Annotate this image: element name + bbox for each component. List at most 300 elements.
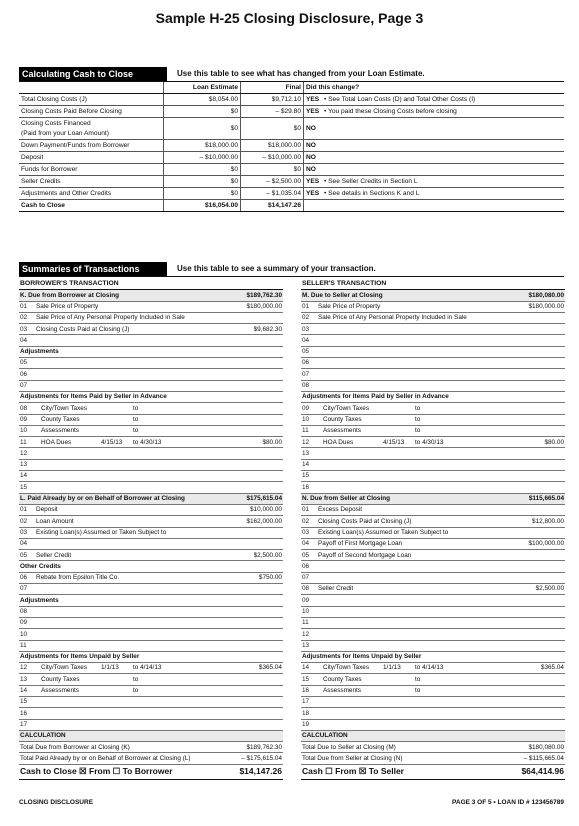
line-number: 07 — [19, 584, 35, 595]
line-amount: $2,500.00 — [509, 584, 565, 595]
line-label: Total Due from Seller at Closing (N) — [301, 753, 509, 764]
cash-table-row — [19, 118, 564, 140]
cash-to-close-line — [301, 764, 565, 779]
period-to: to 4/14/13 — [415, 664, 444, 672]
line-item — [19, 663, 283, 674]
line-description — [317, 538, 509, 549]
line-item — [19, 584, 283, 595]
line-label: K. Due from Borrower at Closing — [19, 290, 227, 301]
line-number: 03 — [19, 527, 35, 538]
line-amount: $180,080.00 — [509, 290, 565, 301]
line-item — [19, 403, 283, 414]
line-item — [301, 685, 565, 696]
period-to: to — [133, 427, 139, 435]
period-from: 1/1/13 — [101, 664, 119, 672]
line-description — [317, 448, 509, 459]
change-explanation: • See Seller Credits in Section L — [322, 176, 564, 188]
line-item — [301, 482, 565, 493]
changed-flag: NO — [304, 164, 323, 176]
line-item — [19, 312, 283, 323]
line-label: Payoff of First Mortgage Loan — [318, 540, 403, 548]
line-description — [35, 674, 227, 685]
summaries-note: Use this table to see a summary of your transaction. — [177, 264, 376, 273]
subsection-heading — [19, 346, 283, 357]
line-description — [35, 414, 227, 425]
line-number: 17 — [19, 719, 35, 730]
line-amount: $9,682.30 — [227, 324, 283, 335]
line-number: 04 — [301, 335, 317, 346]
line-amount — [227, 708, 283, 719]
line-label: Existing Loan(s) Assumed or Taken Subject to — [36, 528, 167, 536]
line-number: 09 — [19, 617, 35, 628]
line-item — [301, 358, 565, 369]
changed-flag: NO — [304, 140, 323, 152]
line-number: 05 — [19, 550, 35, 561]
line-item — [19, 335, 283, 346]
line-number: 09 — [19, 414, 35, 425]
line-label: County Taxes — [41, 415, 80, 423]
header-changed: Did this change? — [304, 82, 565, 94]
line-description — [35, 335, 227, 346]
line-description — [317, 504, 509, 515]
total-explanation — [322, 200, 564, 212]
line-description — [35, 572, 227, 583]
line-number: 10 — [19, 629, 35, 640]
line-number: 11 — [301, 425, 317, 436]
period-to: to — [133, 687, 139, 695]
line-item — [19, 617, 283, 628]
line-amount — [509, 629, 565, 640]
line-amount — [509, 346, 565, 357]
line-amount: $80.00 — [509, 437, 565, 448]
subsection-label: Adjustments — [19, 346, 283, 357]
calculation-line — [19, 753, 283, 764]
line-item — [19, 324, 283, 335]
line-description — [35, 719, 227, 730]
line-amount: $189,762.30 — [227, 742, 283, 753]
line-amount — [509, 358, 565, 369]
subsection-heading — [19, 651, 283, 662]
line-item — [19, 448, 283, 459]
line-description — [35, 685, 227, 696]
line-number: 02 — [301, 516, 317, 527]
seller-transaction-title-row — [301, 279, 565, 290]
line-label: Cash to Close ☒ From ☐ To Borrower — [19, 764, 227, 779]
line-item — [19, 301, 283, 312]
period-to: to — [133, 415, 139, 423]
line-item — [19, 606, 283, 617]
line-number: 13 — [301, 640, 317, 651]
line-number: 10 — [19, 425, 35, 436]
line-item — [301, 437, 565, 448]
line-amount — [509, 448, 565, 459]
line-label: Total Due from Borrower at Closing (K) — [19, 742, 227, 753]
borrower-transaction — [19, 279, 283, 780]
line-label: Seller Credit — [318, 585, 354, 593]
line-item — [19, 414, 283, 425]
line-description — [317, 346, 509, 357]
line-amount — [509, 730, 565, 741]
line-number: 06 — [19, 572, 35, 583]
line-description — [35, 448, 227, 459]
line-description — [317, 640, 509, 651]
period-to: to — [415, 415, 421, 423]
line-number: 01 — [301, 301, 317, 312]
line-amount — [509, 369, 565, 380]
cash-table-row — [19, 188, 564, 200]
line-number: 13 — [19, 674, 35, 685]
line-description — [35, 482, 227, 493]
line-label: Sale Price of Any Personal Property Included in Sale — [36, 314, 185, 322]
line-description — [35, 516, 227, 527]
line-item — [301, 538, 565, 549]
line-amount — [509, 640, 565, 651]
line-item — [19, 527, 283, 538]
line-number: 08 — [19, 403, 35, 414]
line-item — [301, 696, 565, 707]
final-value: – $2,500.00 — [241, 176, 304, 188]
line-item — [301, 550, 565, 561]
line-item — [301, 312, 565, 323]
line-description — [317, 708, 509, 719]
line-item — [301, 516, 565, 527]
line-number: 07 — [301, 369, 317, 380]
line-amount — [509, 380, 565, 391]
line-description — [35, 606, 227, 617]
footer-page-loan-id: PAGE 3 OF 5 • LOAN ID # 123456789 — [452, 799, 564, 806]
line-amount — [509, 335, 565, 346]
changed-flag: YES — [304, 188, 323, 200]
final-value: – $1,035.04 — [241, 188, 304, 200]
period-to: to — [133, 675, 139, 683]
line-description — [35, 369, 227, 380]
line-number: 08 — [19, 606, 35, 617]
row-label-text: Funds for Borrower — [21, 165, 78, 173]
line-item — [301, 595, 565, 606]
line-description — [317, 425, 509, 436]
line-amount — [227, 629, 283, 640]
row-label-text: Down Payment/Funds from Borrower — [21, 141, 130, 149]
subsection-label: Adjustments for Items Paid by Seller in Advance — [301, 391, 565, 402]
cash-to-close-note: Use this table to see what has changed from your Loan Estimate. — [177, 69, 425, 78]
line-label: Total Due to Seller at Closing (M) — [301, 742, 509, 753]
line-item — [301, 617, 565, 628]
line-label: Sale Price of Any Personal Property Included in Sale — [318, 314, 467, 322]
calculation-line — [19, 742, 283, 753]
line-item — [301, 380, 565, 391]
line-number: 16 — [301, 685, 317, 696]
row-label — [19, 188, 164, 200]
final-value: – $10,000.00 — [241, 152, 304, 164]
line-description — [317, 696, 509, 707]
cash-to-close-title: Calculating Cash to Close — [19, 67, 167, 81]
line-amount — [227, 380, 283, 391]
line-amount: $12,800.00 — [509, 516, 565, 527]
line-label: Assessments — [41, 427, 80, 435]
line-amount — [227, 674, 283, 685]
line-number: 09 — [301, 595, 317, 606]
line-amount: – $175,615.04 — [227, 753, 283, 764]
line-item — [301, 335, 565, 346]
line-amount: – $115,665.04 — [509, 753, 565, 764]
line-label: City/Town Taxes — [41, 404, 88, 412]
cash-to-close-table — [19, 82, 564, 212]
line-item — [301, 527, 565, 538]
line-label: Closing Costs Paid at Closing (J) — [36, 325, 130, 333]
line-item — [301, 629, 565, 640]
line-number: 14 — [301, 459, 317, 470]
line-number: 11 — [301, 617, 317, 628]
line-label: Assessments — [323, 427, 362, 435]
line-amount — [227, 617, 283, 628]
line-number: 08 — [301, 584, 317, 595]
line-amount: $14,147.26 — [227, 764, 283, 779]
line-description — [317, 369, 509, 380]
period-to: to — [415, 427, 421, 435]
line-description — [35, 663, 227, 674]
section-heading — [301, 730, 565, 741]
line-description — [317, 335, 509, 346]
line-item — [301, 584, 565, 595]
line-label: City/Town Taxes — [323, 664, 370, 672]
line-amount — [227, 640, 283, 651]
row-label — [19, 118, 164, 140]
line-description — [35, 629, 227, 640]
change-explanation: • See details in Sections K and L — [322, 188, 564, 200]
line-item — [19, 369, 283, 380]
line-label: HOA Dues — [323, 438, 354, 446]
line-description — [35, 459, 227, 470]
line-number: 06 — [301, 358, 317, 369]
line-amount — [509, 403, 565, 414]
period-from: 1/1/13 — [383, 664, 401, 672]
line-number: 14 — [301, 663, 317, 674]
period-to: to 4/14/13 — [133, 664, 162, 672]
line-label: Deposit — [36, 506, 58, 514]
line-item — [19, 425, 283, 436]
row-label-subtext: (Paid from your Loan Amount) — [21, 129, 109, 137]
line-number: 05 — [301, 550, 317, 561]
cash-table-row — [19, 140, 564, 152]
header-final: Final — [241, 82, 304, 94]
line-label: Closing Costs Paid at Closing (J) — [318, 517, 412, 525]
line-amount — [509, 482, 565, 493]
section-heading — [19, 290, 283, 301]
period-to: to — [415, 687, 421, 695]
line-item — [19, 719, 283, 730]
row-label-text: Seller Credits — [21, 177, 61, 185]
line-amount: $365.04 — [509, 663, 565, 674]
line-number: 02 — [19, 312, 35, 323]
row-label — [19, 152, 164, 164]
line-item — [301, 663, 565, 674]
line-item — [301, 719, 565, 730]
line-label: M. Due to Seller at Closing — [301, 290, 509, 301]
cash-table-row — [19, 176, 564, 188]
line-amount — [509, 324, 565, 335]
period-to: to — [133, 404, 139, 412]
period-to: to — [415, 675, 421, 683]
subsection-label: Adjustments — [19, 595, 283, 606]
line-label: City/Town Taxes — [323, 404, 370, 412]
line-number: 16 — [301, 482, 317, 493]
line-description — [317, 358, 509, 369]
line-item — [301, 504, 565, 515]
line-label: Payoff of Second Mortgage Loan — [318, 551, 412, 559]
borrower-transaction-title: BORROWER'S TRANSACTION — [19, 279, 283, 290]
line-label: Assessments — [41, 687, 80, 695]
line-amount — [509, 459, 565, 470]
line-amount: $10,000.00 — [227, 504, 283, 515]
line-number: 15 — [19, 696, 35, 707]
change-explanation — [322, 118, 564, 140]
line-number: 05 — [19, 358, 35, 369]
line-number: 06 — [19, 369, 35, 380]
line-description — [35, 403, 227, 414]
line-item — [19, 504, 283, 515]
line-item — [301, 425, 565, 436]
line-number: 13 — [301, 448, 317, 459]
line-label: Existing Loan(s) Assumed or Taken Subject to — [318, 528, 449, 536]
line-number: 13 — [19, 459, 35, 470]
line-description — [35, 471, 227, 482]
line-item — [19, 550, 283, 561]
line-amount — [227, 414, 283, 425]
line-amount — [227, 606, 283, 617]
line-amount — [227, 312, 283, 323]
line-item — [19, 358, 283, 369]
line-number: 11 — [19, 437, 35, 448]
line-description — [35, 640, 227, 651]
cash-table-row — [19, 152, 564, 164]
line-description — [317, 629, 509, 640]
changed-flag: YES — [304, 94, 323, 106]
line-item — [301, 301, 565, 312]
line-number: 15 — [301, 471, 317, 482]
line-label: HOA Dues — [41, 438, 72, 446]
cash-to-close-line — [19, 764, 283, 779]
change-explanation — [322, 140, 564, 152]
line-label: Excess Deposit — [318, 506, 363, 514]
line-amount — [227, 482, 283, 493]
line-amount — [509, 504, 565, 515]
line-number: 19 — [301, 719, 317, 730]
line-amount: $750.00 — [227, 572, 283, 583]
loan-estimate-value: $0 — [164, 118, 241, 140]
line-item — [19, 696, 283, 707]
line-label: CALCULATION — [19, 730, 227, 741]
line-number: 10 — [301, 414, 317, 425]
line-description — [317, 617, 509, 628]
line-description — [317, 719, 509, 730]
line-description — [317, 516, 509, 527]
line-amount: $175,615.04 — [227, 493, 283, 504]
line-number: 08 — [301, 380, 317, 391]
line-description — [35, 312, 227, 323]
section-heading — [19, 493, 283, 504]
line-description — [35, 617, 227, 628]
line-label: County Taxes — [323, 675, 362, 683]
line-label: Loan Amount — [36, 517, 74, 525]
period-to: to — [415, 404, 421, 412]
line-description — [35, 696, 227, 707]
line-amount: $180,000.00 — [227, 301, 283, 312]
line-amount: $180,080.00 — [509, 742, 565, 753]
loan-estimate-value: $0 — [164, 188, 241, 200]
line-amount — [509, 312, 565, 323]
subsection-heading — [19, 391, 283, 402]
line-item — [19, 482, 283, 493]
line-number: 16 — [19, 708, 35, 719]
line-amount — [509, 527, 565, 538]
line-amount — [227, 685, 283, 696]
line-amount: $162,000.00 — [227, 516, 283, 527]
line-label: County Taxes — [323, 415, 362, 423]
line-description — [35, 380, 227, 391]
line-item — [19, 471, 283, 482]
line-amount: $2,500.00 — [227, 550, 283, 561]
line-label: N. Due from Seller at Closing — [301, 493, 509, 504]
line-amount: $64,414.96 — [509, 764, 565, 779]
line-label: County Taxes — [41, 675, 80, 683]
line-description — [317, 471, 509, 482]
period-from: 4/15/13 — [101, 438, 123, 446]
row-label-text: Closing Costs Paid Before Closing — [21, 107, 122, 115]
borrower-transaction-title-row — [19, 279, 283, 290]
line-amount — [227, 527, 283, 538]
line-number: 01 — [19, 504, 35, 515]
line-label: Rebate from Epsilon Title Co. — [36, 574, 120, 582]
line-description — [317, 482, 509, 493]
line-amount — [509, 696, 565, 707]
line-description — [35, 538, 227, 549]
line-amount — [509, 685, 565, 696]
final-value: $0 — [241, 118, 304, 140]
line-amount — [509, 595, 565, 606]
line-number: 03 — [301, 324, 317, 335]
total-label: Cash to Close — [19, 200, 164, 212]
row-label-text: Total Closing Costs (J) — [21, 95, 87, 103]
summaries-title: Summaries of Transactions — [19, 262, 167, 276]
line-description — [35, 708, 227, 719]
subsection-heading — [19, 595, 283, 606]
period-to: to 4/30/13 — [415, 438, 444, 446]
line-number: 12 — [19, 663, 35, 674]
row-label-text: Adjustments and Other Credits — [21, 189, 112, 197]
total-final: $14,147.26 — [241, 200, 304, 212]
line-description — [317, 584, 509, 595]
line-item — [301, 369, 565, 380]
line-description — [35, 504, 227, 515]
change-explanation — [322, 152, 564, 164]
line-amount — [227, 425, 283, 436]
cash-table-header-row — [19, 82, 564, 94]
changed-flag: NO — [304, 152, 323, 164]
subsection-label: Adjustments for Items Unpaid by Seller — [301, 651, 565, 662]
line-amount — [227, 358, 283, 369]
line-description — [35, 550, 227, 561]
line-amount: $80.00 — [227, 437, 283, 448]
line-number: 06 — [301, 561, 317, 572]
cash-to-close-header — [19, 67, 564, 82]
line-number: 15 — [301, 674, 317, 685]
change-explanation: • See Total Loan Costs (D) and Total Other Costs (I) — [322, 94, 564, 106]
total-changed — [304, 200, 323, 212]
line-label: Assessments — [323, 687, 362, 695]
line-amount — [227, 403, 283, 414]
line-amount — [227, 719, 283, 730]
line-number: 01 — [301, 504, 317, 515]
